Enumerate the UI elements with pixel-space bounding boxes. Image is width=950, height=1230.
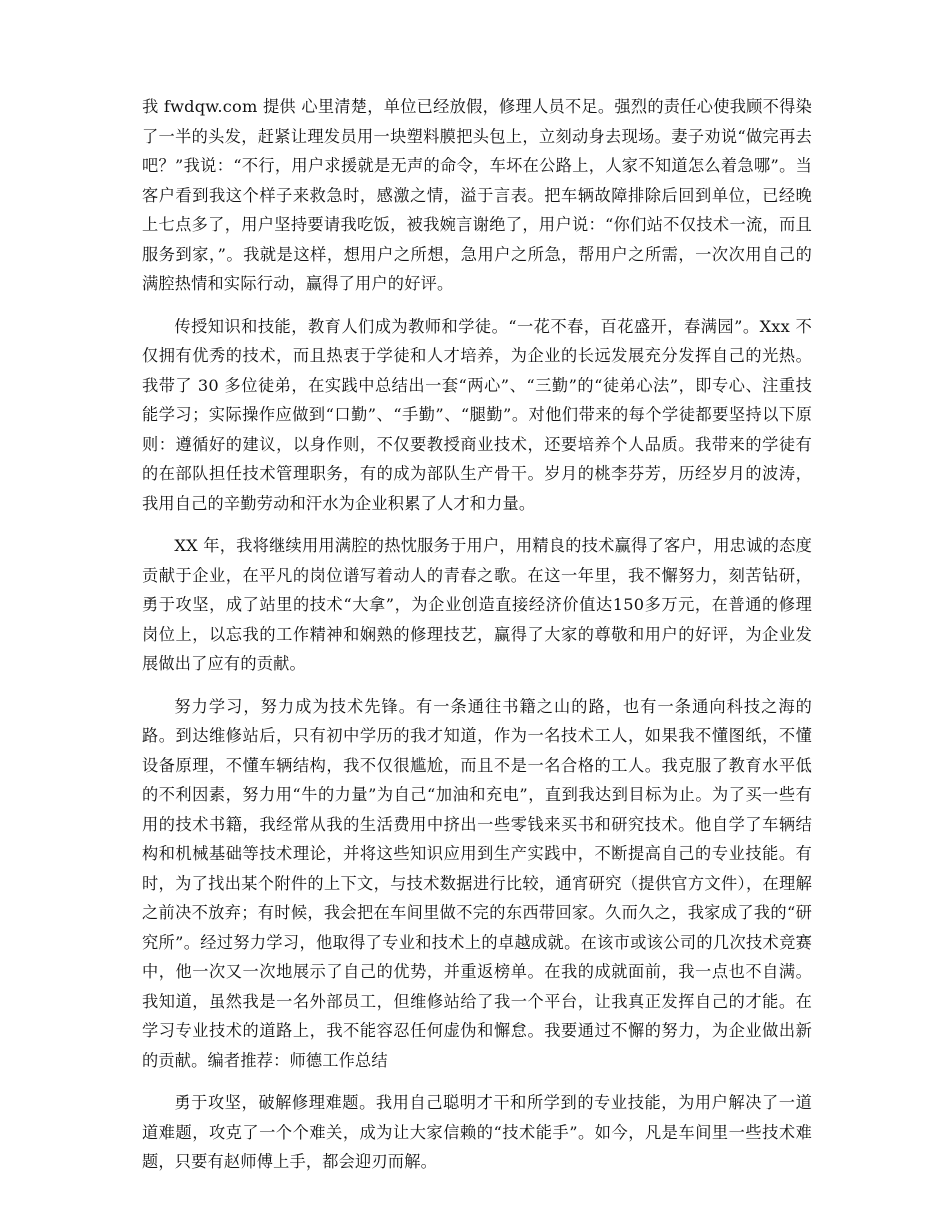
paragraph-annual-summary: XX 年，我将继续用用满腔的热忱服务于用户，用精良的技术赢得了客户，用忠诚的态度贡献于企业，在平凡的岗位谱写着动人的青春之歌。在这一年里，我不懈努力，刻苦钻研，勇于攻坚，成了站里的技术“大拿”，为企业创造直接经济价值达150多万元，在普通的修理岗位上，以忘我的工作精神和娴熟的修理技艺，赢得了大家的尊敬和用户的好评，为企业发展做出了应有的贡献。 xyxy=(142,536,812,673)
paragraph-customer-service: 我 fwdqw.com 提供 心里清楚，单位已经放假，修理人员不足。强烈的责任心使我顾不得染了一半的头发，赶紧让理发员用一块塑料膜把头包上，立刻动身去现场。妻子劝说“做完再去吧？”我说：“不行，用户求援就是无声的命令，车坏在公路上，人家不知道怎么着急哪”。当客户看到我这个样子来救急时，感激之情，溢于言表。把车辆故障排除后回到单位，已经晚上七点多了，用户坚持要请我吃饭，被我婉言谢绝了，用户说：“你们站不仅技术一流，而且服务到家，”。我就是这样，想用户之所想，急用户之所急，帮用户之所需，一次次用自己的满腔热情和实际行动，赢得了用户的好评。 xyxy=(142,97,812,293)
paragraph-problem-solving: 勇于攻坚，破解修理难题。我用自己聪明才干和所学到的专业技能，为用户解决了一道道难题，攻克了一个个难关，成为让大家信赖的“技术能手”。如今，凡是车间里一些技术难题，只要有赵师傅上手，都会迎刃而解。 xyxy=(142,1093,812,1171)
paragraph-self-study: 努力学习，努力成为技术先锋。有一条通往书籍之山的路，也有一条通向科技之海的路。到达维修站后，只有初中学历的我才知道，作为一名技术工人，如果我不懂图纸，不懂设备原理，不懂车辆结构，我不仅很尴尬，而且不是一名合格的工人。我克服了教育水平低的不利因素，努力用“牛的力量”为自己“加油和充电”，直到我达到目标为止。为了买一些有用的技术书籍，我经常从我的生活费用中挤出一些零钱来买书和研究技术。他自学了车辆结构和机械基础等技术理论，并将这些知识应用到生产实践中，不断提高自己的专业技能。有时，为了找出某个附件的上下文，与技术数据进行比较，通宵研究（提供官方文件），在理解之前决不放弃；有时候，我会把在车间里做不完的东西带回家。久而久之，我家成了我的“研究所”。经过努力学习，他取得了专业和技术上的卓越成就。在该市或该公司的几次技术竞赛中，他一次又一次地展示了自己的优势，并重返榜单。在我的成就面前，我一点也不自满。我知道，虽然我是一名外部员工，但维修站给了我一个平台，让我真正发挥自己的才能。在学习专业技术的道路上，我不能容忍任何虚伪和懈怠。我要通过不懈的努力，为企业做出新的贡献。编者推荐：师德工作总结 xyxy=(142,696,812,1070)
document-body xyxy=(142,92,812,1190)
paragraph-apprentice-training: 传授知识和技能，教育人们成为教师和学徒。“一花不春，百花盛开，春满园”。Xxx 不仅拥有优秀的技术，而且热衷于学徒和人才培养，为企业的长远发展充分发挥自己的光热。我带了 30 多位徒弟，在实践中总结出一套“两心”、“三勤”的“徒弟心法”，即专心、注重技能学习；实际操作应做到“口勤”、“手勤”、“腿勤”。对他们带来的每个学徒都要坚持以下原则：遵循好的建议，以身作则，不仅要教授商业技术，还要培养个人品质。我带来的学徒有的在部队担任技术管理职务，有的成为部队生产骨干。岁月的桃李芬芳，历经岁月的波涛，我用自己的辛勤劳动和汗水为企业积累了人才和力量。 xyxy=(142,316,812,513)
